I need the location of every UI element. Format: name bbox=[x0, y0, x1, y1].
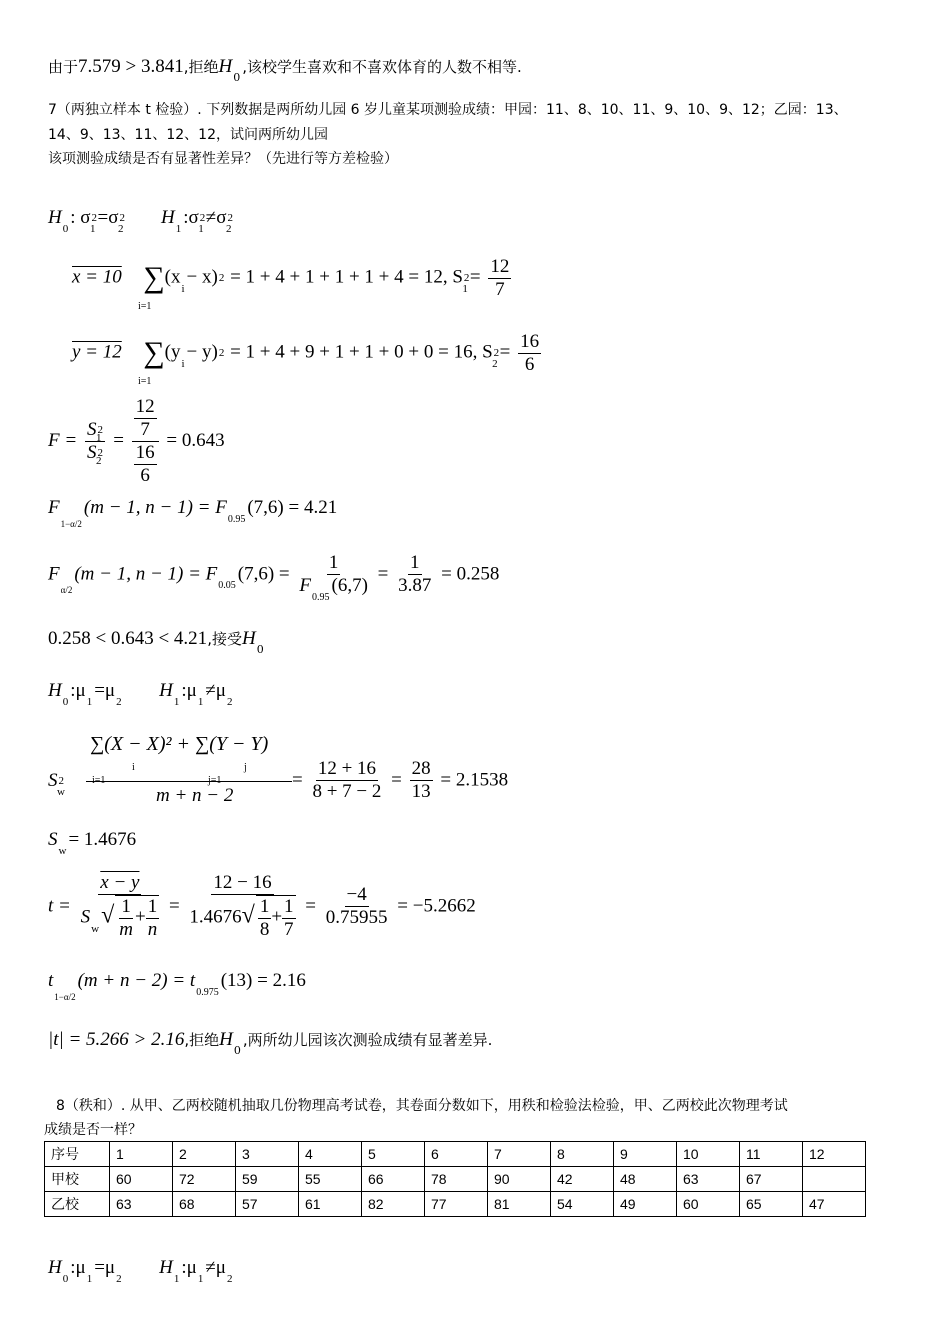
table-cell: 47 bbox=[803, 1192, 866, 1217]
table-cell: 66 bbox=[362, 1167, 425, 1192]
table-header-cell: 6 bbox=[425, 1142, 488, 1167]
table-cell: 68 bbox=[173, 1192, 236, 1217]
table-cell: 48 bbox=[614, 1167, 677, 1192]
table-cell: 78 bbox=[425, 1167, 488, 1192]
xbar-sum-equation: x = 10 $\sum(x_i- x)2 = 1 + 4 + 1 + 1 + 1 + 4 = 12$, $S2_1=$ $\frac{12}{7}$ bbox=[72, 256, 510, 300]
table-header-cell: 7 bbox=[488, 1142, 551, 1167]
table-cell: 55 bbox=[299, 1167, 362, 1192]
table-cell: 63 bbox=[677, 1167, 740, 1192]
table-cell: 82 bbox=[362, 1192, 425, 1217]
sw-squared-numerator: ∑(X − X)² + ∑(Y − Y) bbox=[90, 733, 269, 755]
sw-squared-rest: = $\frac{12 + 16}{8 + 7 - 2}$ = $\frac{28}{13}$ = 2.1538 bbox=[292, 758, 509, 802]
ybar-sum-limit: i=1 bbox=[138, 376, 152, 387]
hypothesis-variance: $H_0$: $\sigma 2_1=\sigma 2_2$ $H_1:\sigma 2_1\ne\sigma 2_2$ bbox=[48, 207, 233, 235]
problem8-line2: 成绩是否一样？ bbox=[44, 1122, 142, 1138]
hypothesis-mean: $H_0:\mu_1=\mu_2$ $H_1:\mu_1\ne\mu_2$ bbox=[48, 680, 233, 708]
f-statistic: F = $\frac{S2_1}{S2_2}$ = $\frac{\frac{12}{7}}{\frac{16}{6}}$ = 0.643 bbox=[48, 396, 225, 486]
t-critical: $t_{1-\alpha/2}(m + n - 2) = t_{0.975}(13) = 2.16$ bbox=[48, 970, 306, 1002]
table-row bbox=[45, 1167, 866, 1192]
problem7-line1: 7（两独立样本 t 检验）. 下列数据是两所幼儿园 6 岁儿童某项测验成绩：甲园：11、8、10、11、9、10、9、12；乙园：13、 bbox=[48, 102, 848, 118]
sw-fraction-bar bbox=[86, 781, 292, 782]
sw-squared-label: $S2_w$ bbox=[48, 770, 65, 798]
table-header-cell: 8 bbox=[551, 1142, 614, 1167]
accept-h0-line: 0.258 < 0.643 < 4.21,接受$H_0$ bbox=[48, 628, 264, 656]
table-header-cell: 11 bbox=[740, 1142, 803, 1167]
sw-num-sub-j: j bbox=[244, 762, 247, 773]
xbar-sum-limit: i=1 bbox=[138, 301, 152, 312]
table-cell: 乙校 bbox=[45, 1192, 110, 1217]
problem7-line2: 14、9、13、11、12、12，试问两所幼儿园 bbox=[48, 127, 328, 143]
t-statistic: t = x − y $S_w√$ $\frac{1}{m}$ + $\frac{1}{n}$ = 12 − 16 1.4676√ $\frac{1}{8}$ + $\frac{1}{7}$ = $\frac{-4}{0.75955}$ = −5.2662 bbox=[48, 872, 476, 940]
table-cell: 60 bbox=[110, 1167, 173, 1192]
reject-h0-line: |t| = 5.266 > 2.16,拒绝$H_0$,两所幼儿园该次测验成绩有显著差异. bbox=[48, 1029, 493, 1057]
table-header-cell: 10 bbox=[677, 1142, 740, 1167]
table-cell bbox=[803, 1167, 866, 1192]
table-header-cell: 12 bbox=[803, 1142, 866, 1167]
sw-num-sub-i: i bbox=[132, 762, 135, 773]
sw-value: $S_w= 1.4676$ bbox=[48, 829, 137, 857]
table-cell: 90 bbox=[488, 1167, 551, 1192]
table-cell: 65 bbox=[740, 1192, 803, 1217]
table-header-cell: 序号 bbox=[45, 1142, 110, 1167]
hypothesis-rank: $H_0:\mu_1=\mu_2$ $H_1:\mu_1\ne\mu_2$ bbox=[48, 1257, 233, 1285]
sw-limit-i: i=1 bbox=[92, 775, 106, 786]
table-cell: 甲校 bbox=[45, 1167, 110, 1192]
table-row bbox=[45, 1192, 866, 1217]
score-table bbox=[44, 1141, 866, 1217]
table-header-cell: 9 bbox=[614, 1142, 677, 1167]
conclusion-line-chi2: 由于7.579 > 3.841,拒绝$H_0$,该校学生喜欢和不喜欢体育的人数不相等. bbox=[48, 56, 522, 84]
table-cell: 57 bbox=[236, 1192, 299, 1217]
f-upper-critical: $F_{1-\alpha/2}(m - 1$, $n - 1) = F_{0.95}(7,6) = 4.21$ bbox=[48, 497, 338, 529]
problem7-line3: 该项测验成绩是否有显著性差异？（先进行等方差检验） bbox=[48, 151, 398, 167]
table-cell: 72 bbox=[173, 1167, 236, 1192]
ybar-sum-equation: y = 12 $\sum(y_i- y)2 = 1 + 4 + 9 + 1 + 1 + 0 + 0 = 16$, $S2_2=$ $\frac{16}{6}$ bbox=[72, 331, 540, 375]
table-cell: 42 bbox=[551, 1167, 614, 1192]
table-header-cell: 1 bbox=[110, 1142, 173, 1167]
table-cell: 49 bbox=[614, 1192, 677, 1217]
table-cell: 63 bbox=[110, 1192, 173, 1217]
table-header-cell: 4 bbox=[299, 1142, 362, 1167]
table-cell: 54 bbox=[551, 1192, 614, 1217]
sw-limit-j: j=1 bbox=[208, 775, 222, 786]
f-lower-critical: $F_{\alpha/2}(m - 1$, $n - 1) = F_{0.05}(7,6)$ = $\frac{1}{F_{0.95}(6,7)}$ = $\frac{1}{3.87}$ = 0.258 bbox=[48, 552, 500, 603]
table-header-row bbox=[45, 1142, 866, 1167]
table-header-cell: 3 bbox=[236, 1142, 299, 1167]
table-cell: 81 bbox=[488, 1192, 551, 1217]
table-cell: 60 bbox=[677, 1192, 740, 1217]
table-cell: 61 bbox=[299, 1192, 362, 1217]
table-cell: 77 bbox=[425, 1192, 488, 1217]
problem8-line1: 8（秩和）. 从甲、乙两校随机抽取几份物理高考试卷，其卷面分数如下，用秩和检验法检验，甲、乙两校此次物理考试 bbox=[56, 1098, 788, 1114]
table-header-cell: 2 bbox=[173, 1142, 236, 1167]
table-cell: 67 bbox=[740, 1167, 803, 1192]
table-header-cell: 5 bbox=[362, 1142, 425, 1167]
table-cell: 59 bbox=[236, 1167, 299, 1192]
sw-squared-denominator: m + n − 2 bbox=[156, 785, 234, 806]
